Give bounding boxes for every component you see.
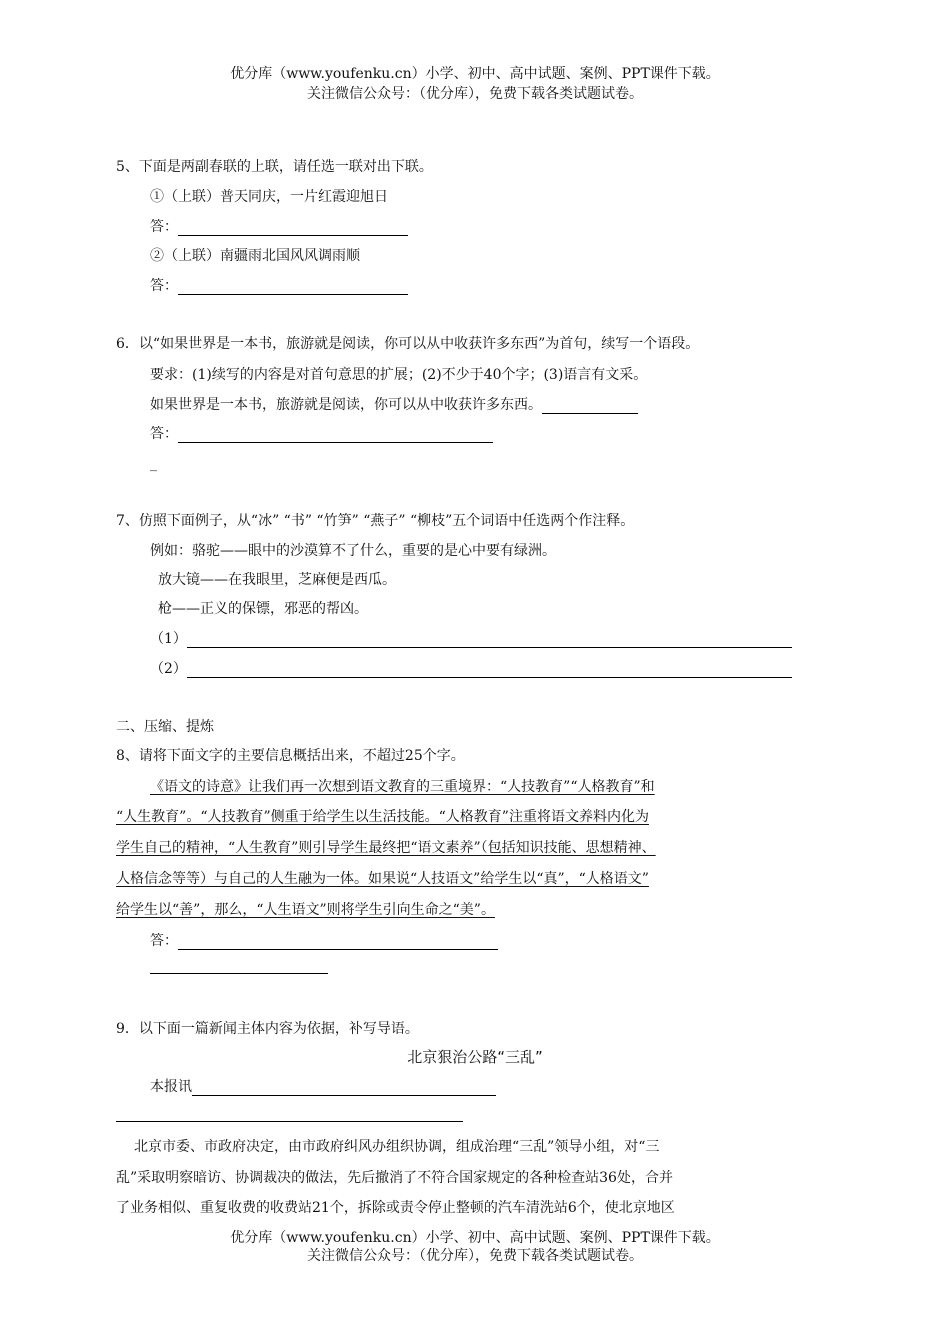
q7-blank2-line[interactable] <box>187 663 792 678</box>
q7-example2: 放大镜——在我眼里，芝麻便是西瓜。 <box>158 572 396 588</box>
q5-item2: ②（上联）南疆雨北国风风调雨顺 <box>150 248 360 264</box>
q6-answer-blank[interactable] <box>178 428 493 443</box>
q6-title: 6．以“如果世界是一本书，旅游就是阅读，你可以从中收获许多东西”为首句，续写一个语段。 <box>116 336 700 352</box>
q9-lead-blank[interactable] <box>192 1081 496 1096</box>
q5-title: 5、下面是两副春联的上联，请任选一联对出下联。 <box>116 159 433 175</box>
q8-answer-blank[interactable] <box>178 935 498 950</box>
q8-passage-line4: 人格信念等等）与自己的人生融为一体。如果说“人技语文”给学生以“真”，“人格语文” <box>116 871 649 887</box>
q7-title: 7、仿照下面例子，从“冰” “书” “竹笋” “燕子” “柳枝”五个词语中任选两个作注释。 <box>116 513 635 529</box>
q5-answer1 <box>150 216 408 236</box>
q6-requirements: 要求：(1)续写的内容是对首句意思的扩展；(2)不少于40个字；(3)语言有文采。 <box>150 367 648 383</box>
q7-example3: 枪——正义的保镖，邪恶的帮凶。 <box>158 601 368 617</box>
q5-answer2-blank[interactable] <box>178 280 408 295</box>
q8-title: 8、请将下面文字的主要信息概括出来，不超过25个字。 <box>116 748 465 764</box>
q7-blank1-line[interactable] <box>187 633 792 648</box>
page-footer-line2: 关注微信公众号：（优分库），免费下载各类试题试卷。 <box>307 1248 643 1264</box>
q7-blank1 <box>150 628 792 648</box>
q6-answer <box>150 423 493 443</box>
q5-answer1-blank[interactable] <box>178 221 408 236</box>
page-header-line2: 关注微信公众号：（优分库），免费下载各类试题试卷。 <box>307 86 643 102</box>
page-header-line1: 优分库（www.youfenku.cn）小学、初中、高中试题、案例、PPT课件下载。 <box>230 66 720 82</box>
q6-continue-blank[interactable] <box>542 399 638 414</box>
q8-passage-line1: 《语文的诗意》让我们再一次想到语文教育的三重境界：“人技教育”“人格教育”和 <box>150 779 655 795</box>
q9-title: 9．以下面一篇新闻主体内容为依据，补写导语。 <box>116 1021 419 1037</box>
q9-lead-label: 本报讯 <box>150 1079 192 1095</box>
q7-blank2-label: （2） <box>150 661 187 677</box>
q6-start-sentence <box>150 394 638 414</box>
q8-passage-line5: 给学生以“善”，那么，“人生语文”则将学生引向生命之“美”。 <box>116 902 495 918</box>
q8-answer-blank2[interactable] <box>150 973 328 974</box>
q6-answer-label: 答： <box>150 426 178 442</box>
q6-dash: _ <box>150 456 157 472</box>
q9-lead-blank2[interactable] <box>116 1121 463 1122</box>
q9-body-line2: 乱”采取明察暗访、协调裁决的做法，先后撤消了不符合国家规定的各种检查站36处，合并 <box>116 1170 673 1186</box>
q5-answer2-label: 答： <box>150 278 178 294</box>
q9-lead <box>150 1076 496 1096</box>
q8-answer-label: 答： <box>150 933 178 949</box>
page-footer-line1: 优分库（www.youfenku.cn）小学、初中、高中试题、案例、PPT课件下载。 <box>230 1230 720 1246</box>
q5-item1: ①（上联）普天同庆，一片红霞迎旭日 <box>150 189 388 205</box>
q8-passage-line3: 学生自己的精神，“人生教育”则引导学生最终把“语文素养”（包括知识技能、思想精神、 <box>116 840 656 856</box>
q9-news-title: 北京狠治公路“三乱” <box>407 1048 543 1066</box>
q8-answer <box>150 930 498 950</box>
section-2-heading: 二、压缩、提炼 <box>116 719 214 735</box>
q9-body-line1: 北京市委、市政府决定，由市政府纠风办组织协调，组成治理“三乱”领导小组，对“三 <box>134 1139 660 1155</box>
q7-example1: 例如：骆驼——眼中的沙漠算不了什么，重要的是心中要有绿洲。 <box>150 543 556 559</box>
q5-answer1-label: 答： <box>150 219 178 235</box>
q5-answer2 <box>150 275 408 295</box>
q6-start-text: 如果世界是一本书，旅游就是阅读，你可以从中收获许多东西。 <box>150 397 542 413</box>
q9-body-line3: 了业务相似、重复收费的收费站21个，拆除或责令停止整顿的汽车清洗站6个，使北京地区 <box>116 1200 675 1216</box>
q7-blank1-label: （1） <box>150 631 187 647</box>
q8-passage-line2: “人生教育”。“人技教育”侧重于给学生以生活技能。“人格教育”注重将语文养料内化为 <box>116 809 649 825</box>
q7-blank2 <box>150 658 792 678</box>
